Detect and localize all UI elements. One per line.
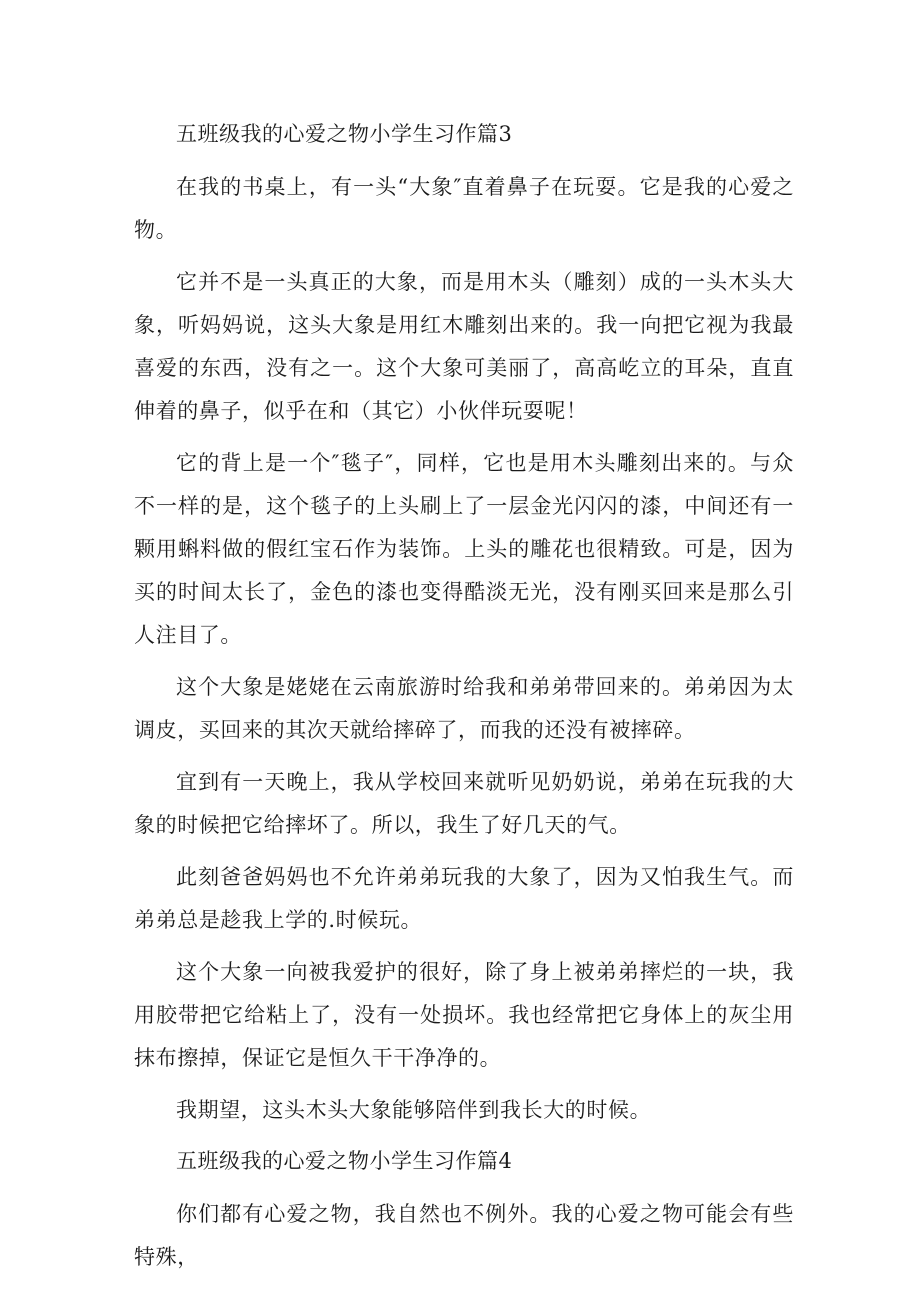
essay-4-title: 五班级我的心爱之物小学生习作篇4 [176, 1149, 513, 1173]
essay-3-paragraph-1: 在我的书桌上，有一头“大象″直着鼻子在玩耍。它是我的心爱之物。 [134, 175, 794, 242]
essay-3-paragraph-4: 这个大象是姥姥在云南旅游时给我和弟弟带回来的。弟弟因为太调皮，买回来的其次天就给摔碎了，而我的还没有被摔碎。 [134, 675, 794, 742]
essay-3-paragraph-6: 此刻爸爸妈妈也不允许弟弟玩我的大象了，因为又怕我生气。而弟弟总是趁我上学的.时候玩。 [134, 865, 794, 932]
essay-3-paragraph-7: 这个大象一向被我爱护的很好，除了身上被弟弟摔烂的一块，我用胶带把它给粘上了，没有一处损坏。我也经常把它身体上的灰尘用抹布擦掉，保证它是恒久干干净净的。 [134, 960, 794, 1070]
essay-3-paragraph-5: 宜到有一天晚上，我从学校回来就听见奶奶说，弟弟在玩我的大象的时候把它给摔坏了。所以，我生了好几天的气。 [134, 770, 794, 837]
document-body [134, 114, 794, 1288]
essay-3-paragraph-2: 它并不是一头真正的大象，而是用木头（雕刻）成的一头木头大象，听妈妈说，这头大象是用红木雕刻出来的。我一向把它视为我最喜爱的东西，没有之一。这个大象可美丽了，高高屹立的耳朵，直直伸着的鼻子，似乎在和（其它）小伙伴玩耍呢！ [134, 270, 794, 423]
essay-3-paragraph-3: 它的背上是一个″毯子″，同样，它也是用木头雕刻出来的。与众不一样的是，这个毯子的上头刷上了一层金光闪闪的漆，中间还有一颗用蝌料做的假红宝石作为装饰。上头的雕花也很精致。可是，因为买的时间太长了，金色的漆也变得酷淡无光，没有刚买回来是那么引人注目了。 [134, 451, 794, 647]
essay-3-title: 五班级我的心爱之物小学生习作篇3 [176, 122, 513, 146]
essay-3-paragraph-8: 我期望，这头木头大象能够陪伴到我长大的时候。 [176, 1098, 652, 1122]
essay-4-paragraph-1: 你们都有心爱之物，我自然也不例外。我的心爱之物可能会有些特殊， [134, 1202, 794, 1269]
